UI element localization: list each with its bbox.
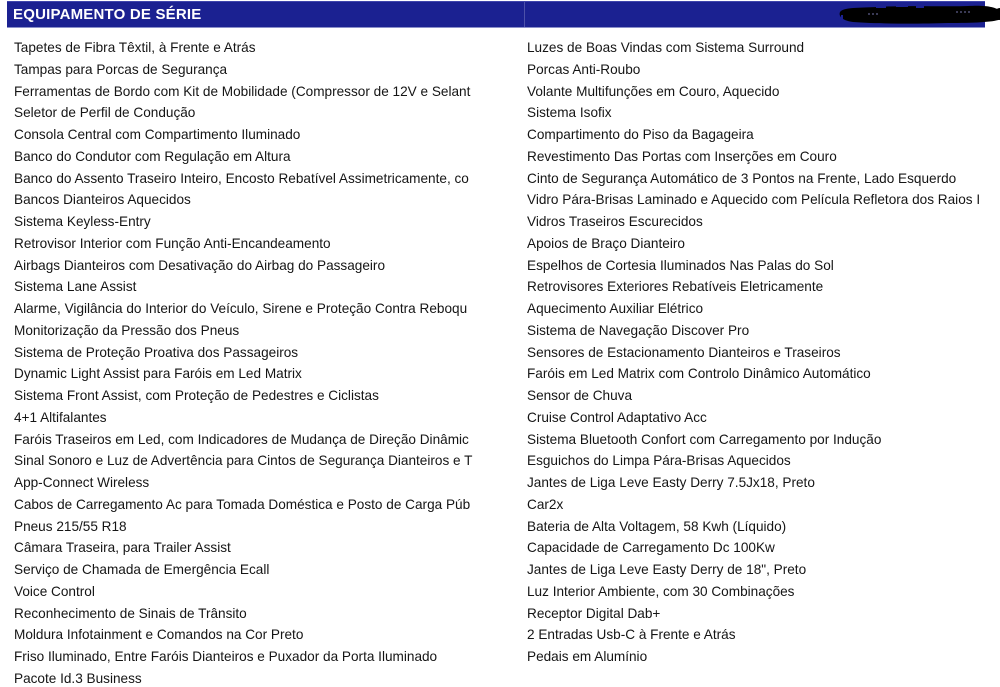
equipment-item: Pacote Id.3 Business: [14, 670, 142, 686]
equipment-item: Porcas Anti-Roubo: [527, 61, 641, 77]
equipment-item: Sensor de Chuva: [527, 388, 633, 403]
equipment-item: Esguichos do Limpa Pára-Brisas Aquecidos: [527, 453, 791, 469]
equipment-item: Faróis em Led Matrix com Controlo Dinâmico Automático: [527, 366, 871, 382]
redaction-scribble-icon: [838, 3, 1000, 27]
equipment-item: Luzes de Boas Vindas com Sistema Surround: [527, 40, 805, 55]
equipment-item: Sistema de Navegação Discover Pro: [527, 322, 750, 338]
header-column-divider: [524, 2, 525, 27]
equipment-item: Sensores de Estacionamento Dianteiros e Traseiros: [527, 344, 841, 360]
equipment-item: Vidros Traseiros Escurecidos: [527, 214, 703, 229]
equipment-item: Receptor Digital Dab+: [527, 605, 661, 621]
equipment-item: Luz Interior Ambiente, com 30 Combinações: [527, 583, 795, 599]
equipment-item: Car2x: [527, 496, 564, 512]
equipment-item: Sistema de Proteção Proativa dos Passageiros: [14, 344, 299, 360]
equipment-item: Cinto de Segurança Automático de 3 Pontos na Frente, Lado Esquerdo: [527, 170, 957, 186]
equipment-item: Cabos de Carregamento Ac para Tomada Doméstica e Posto de Carga Púb: [14, 496, 471, 512]
equipment-item: Sistema Bluetooth Confort com Carregamento por Indução: [527, 431, 882, 447]
equipment-item: Sistema Front Assist, com Proteção de Pedestres e Ciclistas: [14, 388, 379, 403]
equipment-item: Pedais em Alumínio: [527, 649, 648, 664]
equipment-item: 4+1 Altifalantes: [14, 409, 107, 425]
equipment-item: Cruise Control Adaptativo Acc: [527, 409, 707, 425]
equipment-item: Sistema Keyless-Entry: [14, 214, 151, 229]
equipment-item: Revestimento Das Portas com Inserções em Couro: [527, 148, 837, 164]
equipment-item: Serviço de Chamada de Emergência Ecall: [14, 562, 270, 577]
equipment-item: Vidro Pára-Brisas Laminado e Aquecido com Película Refletora dos Raios I: [527, 192, 981, 208]
equipment-item: Bancos Dianteiros Aquecidos: [14, 192, 191, 208]
section-title: EQUIPAMENTO DE SÉRIE: [13, 5, 202, 23]
equipment-item: Faróis Traseiros em Led, com Indicadores de Mudança de Direção Dinâmic: [14, 431, 469, 447]
equipment-item: Voice Control: [14, 583, 95, 599]
equipment-item: Friso Iluminado, Entre Faróis Dianteiros e Puxador da Porta Iluminado: [14, 649, 438, 664]
equipment-item: Tampas para Porcas de Segurança: [14, 61, 228, 77]
equipment-item: Jantes de Liga Leve Easty Derry 7.5Jx18, Preto: [527, 475, 815, 490]
equipment-column-left: [14, 37, 472, 687]
equipment-item: Bateria de Alta Voltagem, 58 Kwh (Líquido): [527, 518, 787, 534]
equipment-item: Retrovisores Exteriores Rebatíveis Eletricamente: [527, 279, 824, 295]
equipment-item: Apoios de Braço Dianteiro: [527, 235, 685, 251]
equipment-item: Banco do Assento Traseiro Inteiro, Encosto Rebatível Assimetricamente, co: [14, 170, 469, 186]
equipment-item: Tapetes de Fibra Têxtil, à Frente e Atrás: [14, 40, 256, 55]
equipment-item: Jantes de Liga Leve Easty Derry de 18", Preto: [527, 562, 807, 577]
equipment-item: Capacidade de Carregamento Dc 100Kw: [527, 540, 775, 556]
equipment-item: Pneus 215/55 R18: [14, 518, 127, 534]
equipment-item: Espelhos de Cortesia Iluminados Nas Palas do Sol: [527, 257, 834, 273]
equipment-item: App-Connect Wireless: [14, 475, 150, 490]
equipment-item: Banco do Condutor com Regulação em Altura: [14, 148, 291, 164]
equipment-item: Compartimento do Piso da Bagageira: [527, 127, 754, 142]
equipment-item: Reconhecimento de Sinais de Trânsito: [14, 605, 247, 621]
equipment-item: Airbags Dianteiros com Desativação do Airbag do Passageiro: [14, 257, 386, 273]
equipment-item: Monitorização da Pressão dos Pneus: [14, 322, 240, 338]
equipment-item: Moldura Infotainment e Comandos na Cor Preto: [14, 627, 304, 643]
equipment-item: Ferramentas de Bordo com Kit de Mobilidade (Compressor de 12V e Selant: [14, 83, 471, 99]
equipment-item: 2 Entradas Usb-C à Frente e Atrás: [527, 627, 736, 643]
equipment-item: Retrovisor Interior com Função Anti-Encandeamento: [14, 235, 331, 251]
equipment-item: Seletor de Perfil de Condução: [14, 105, 196, 121]
equipment-item: Sinal Sonoro e Luz de Advertência para Cintos de Segurança Dianteiros e T: [14, 453, 473, 469]
equipment-item: Dynamic Light Assist para Faróis em Led Matrix: [14, 366, 302, 382]
section-header: [7, 1, 985, 28]
equipment-item: Alarme, Vigilância do Interior do Veículo, Sirene e Proteção Contra Reboqu: [14, 301, 468, 316]
equipment-item: Câmara Traseira, para Trailer Assist: [14, 540, 231, 556]
equipment-item: Sistema Lane Assist: [14, 279, 137, 295]
equipment-item: Sistema Isofix: [527, 105, 612, 121]
equipment-item: Consola Central com Compartimento Iluminado: [14, 127, 301, 142]
equipment-item: Aquecimento Auxiliar Elétrico: [527, 301, 704, 316]
equipment-item: Volante Multifunções em Couro, Aquecido: [527, 83, 780, 99]
equipment-column-right: [527, 37, 980, 668]
